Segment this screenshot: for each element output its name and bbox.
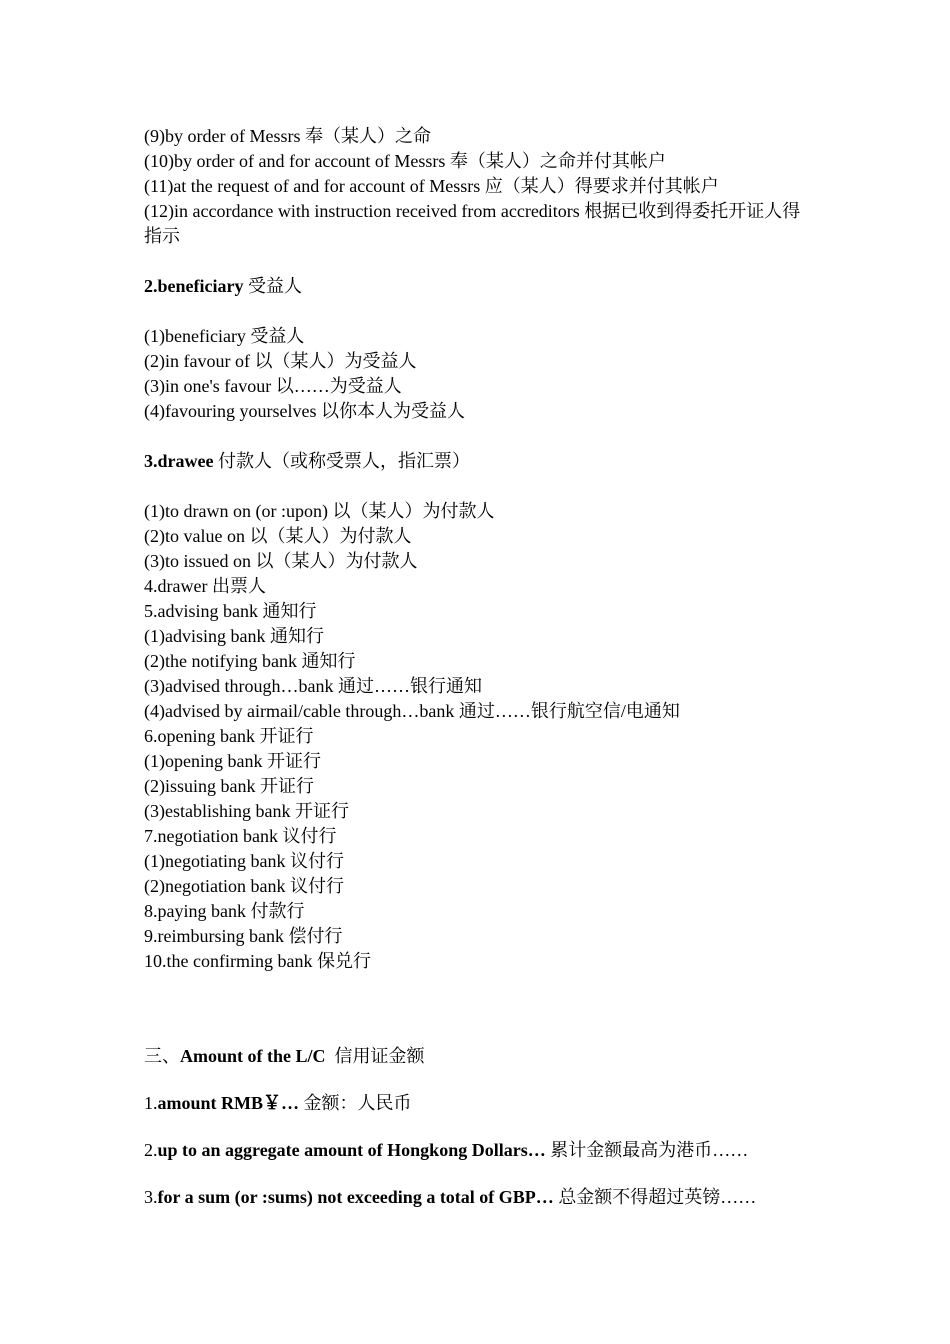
item-translation: 金额：人民币 [299,1093,412,1113]
list-item: (1)opening bank 开证行 [144,751,321,771]
document-content [144,124,814,1210]
list-item: (2)to value on 以（某人）为付款人 [144,526,412,546]
item-term: up to an aggregate amount of Hongkong Dollars… [157,1140,546,1160]
amount-item [144,1138,814,1163]
list-item: (2)the notifying bank 通知行 [144,651,356,671]
text-line: (11)at the request of and for account of Messrs 应（某人）得要求并付其帐户 [144,176,719,196]
list-item: (3)advised through…bank 通过……银行通知 [144,676,482,696]
item-term: amount RMB￥… [157,1093,300,1113]
list-item: (4)advised by airmail/cable through…bank 通过……银行航空信/电通知 [144,701,680,721]
item-number: 1. [144,1093,158,1113]
list-item: 5.advising bank 通知行 [144,601,317,621]
list-item: (1)to drawn on (or :upon) 以（某人）为付款人 [144,501,495,521]
list-item: (1)negotiating bank 议付行 [144,851,344,871]
list-item: (3)in one's favour 以……为受益人 [144,376,402,396]
list-item: 6.opening bank 开证行 [144,726,314,746]
heading-prefix: 三、 [144,1046,180,1066]
item-translation: 总金额不得超过英镑…… [553,1187,757,1207]
heading-rest: 付款人（或称受票人，指汇票） [213,451,470,471]
list-item: (1)advising bank 通知行 [144,626,324,646]
item-translation: 累计金额最高为港币…… [545,1140,749,1160]
list-item: (2)issuing bank 开证行 [144,776,314,796]
item-number: 3. [144,1187,158,1207]
heading-bold: Amount of the L/C [180,1046,326,1066]
list-item: (2)negotiation bank 议付行 [144,876,344,896]
text-line: (10)by order of and for account of Messrs 奉（某人）之命并付其帐户 [144,151,666,171]
heading-rest: 受益人 [243,276,302,296]
list-item: 10.the confirming bank 保兑行 [144,951,371,971]
amount-item [144,1185,814,1210]
amount-item [144,1091,814,1116]
list-item: 7.negotiation bank 议付行 [144,826,337,846]
heading-bold: 2.beneficiary [144,276,244,296]
drawee-heading [144,449,814,474]
text-line: (9)by order of Messrs 奉（某人）之命 [144,126,431,146]
heading-bold: 3.drawee [144,451,214,471]
heading-rest: 信用证金额 [325,1046,425,1066]
list-item: (3)to issued on 以（某人）为付款人 [144,551,418,571]
list-item: (3)establishing bank 开证行 [144,801,349,821]
item-number: 2. [144,1140,158,1160]
list-item: 4.drawer 出票人 [144,576,266,596]
item-term: for a sum (or :sums) not exceeding a total of GBP… [157,1187,554,1207]
list-item: 8.paying bank 付款行 [144,901,305,921]
list-item: (2)in favour of 以（某人）为受益人 [144,351,417,371]
list-item: (1)beneficiary 受益人 [144,326,305,346]
beneficiary-heading [144,274,814,299]
list-item: (4)favouring yourselves 以你本人为受益人 [144,401,465,421]
amount-section-heading [144,1044,814,1069]
text-line: (12)in accordance with instruction received from accreditors 根据已收到得委托开证人得指示 [144,201,801,246]
list-item: 9.reimbursing bank 偿付行 [144,926,343,946]
